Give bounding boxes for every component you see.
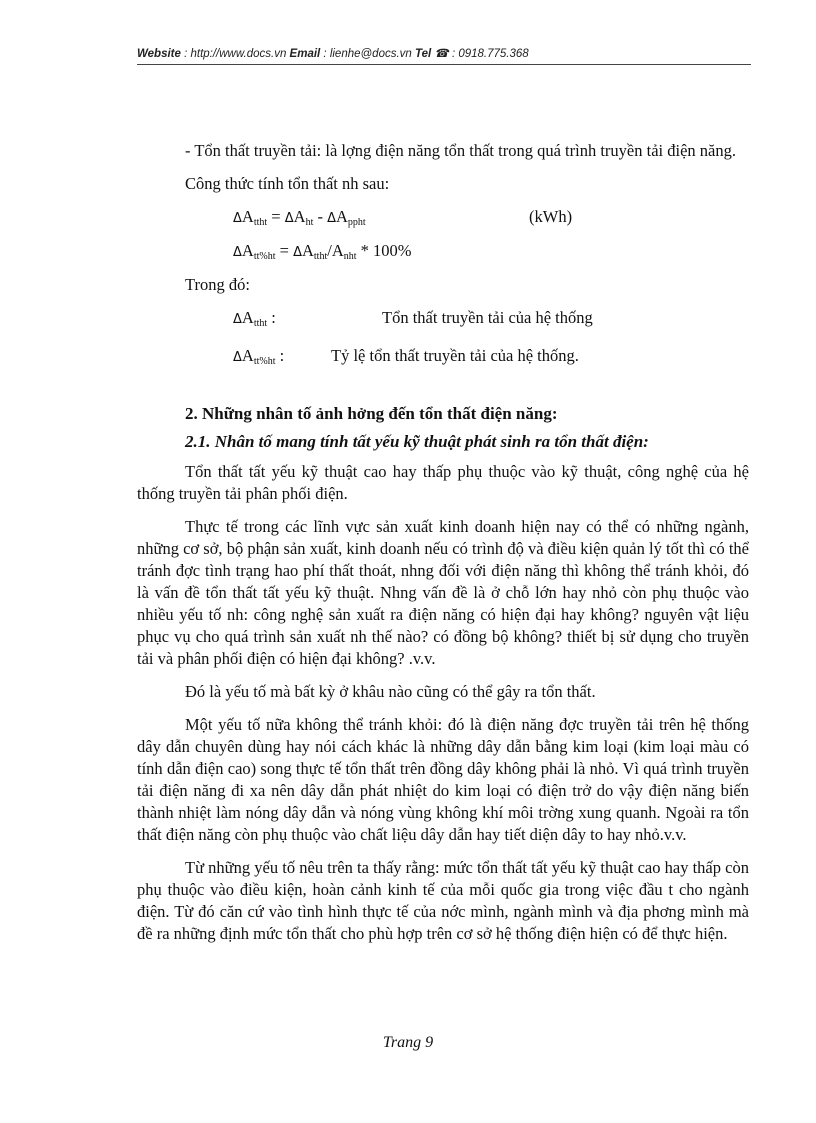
website-link[interactable]: : http://www.docs.vn bbox=[180, 48, 290, 60]
paragraph: Từ những yếu tố nêu trên ta thấy rằng: mức tổn thất tất yếu kỹ thuật cao hay thấp còn phụ thuộc vào điều kiện, hoàn cảnh kinh tế của mỗi quốc gia trong việc đầu t cho ngành điện. Từ đó căn cứ vào tình hình thực tế của nớc mình, ngành mình và địa phơng mình mà đề ra những định mức tổn thất cho phù hợp trên cơ sở hệ thống điện hiện có để thực hiện. bbox=[137, 858, 749, 943]
paragraph-where: Trong đó: bbox=[185, 275, 250, 294]
email-link[interactable]: : lienhe@docs.vn bbox=[320, 48, 416, 60]
paragraph: Thực tế trong các lĩnh vực sản xuất kinh doanh hiện nay có thể có những ngành, những cơ sở, bộ phận sản xuất, kinh doanh nếu có trình độ và điều kiện quản lý tốt thì có thể tránh đợc tình trạng hao phí thất thoát, nhng đối với điện năng thì không thể tránh khỏi, đó là vấn đề tổn thất tất yếu kỹ thuật. Nhng vấn đề là ở chỗ lớn hay nhỏ còn phụ thuộc vào nhiều yếu tố nh: công nghệ sản xuất ra điện năng có hiện đại hay không? nguyên vật liệu phục vụ cho quá trình sản xuất nh thế nào? có đồng bộ không? thiết bị sử dụng cho truyền tải và phân phối điện có hiện đại không? .v.v. bbox=[137, 517, 749, 668]
delta-symbol: Δ bbox=[233, 211, 242, 226]
email-label: Email bbox=[289, 48, 321, 60]
page-header bbox=[137, 46, 751, 60]
website-label: Website bbox=[137, 48, 181, 60]
paragraph-transmission-loss: - Tổn thất truyền tải: là lợng điện năng tổn thất trong quá trình truyền tải điện năng. bbox=[185, 141, 736, 160]
section-heading-2: 2. Những nhân tố ảnh hởng đến tổn thất điện năng: bbox=[185, 404, 558, 423]
subsection-heading-2-1: 2.1. Nhân tố mang tính tất yếu kỹ thuật phát sinh ra tổn thất điện: bbox=[185, 432, 649, 451]
tel-value: : 0918.775.368 bbox=[448, 48, 529, 60]
paragraph-formula-intro: Công thức tính tổn thất nh sau: bbox=[185, 174, 390, 193]
definition-ttht: $\Delta A_{ttht}$ : Tổn thất truyền tải của hệ thống bbox=[233, 308, 593, 329]
tel-label: Tel bbox=[415, 48, 432, 60]
paragraph: Một yếu tố nữa không thể tránh khỏi: đó là điện năng đợc truyền tải trên hệ thống dây dẫn chuyên dùng hay nói cách khác là những dây dẫn bằng kim loại (kim loại màu có tính dẫn điện cao) song thực tế tổn thất trên đồng dây không phải là nhỏ. Vì quá trình truyền tải điện năng đi xa nên dây dẫn phát nhiệt do kim loại có điện trở do vậy điện năng biến thành nhiệt làm nóng dây dẫn và nóng vùng không khí môi trờng xung quanh. Ngoài ra tổn thất điện năng còn phụ thuộc vào chất liệu dây dẫn hay tiết diện dây to hay nhỏ.v.v. bbox=[137, 715, 749, 844]
phone-icon: ☎ bbox=[434, 48, 449, 60]
header-divider bbox=[137, 64, 751, 65]
definition-text: Tổn thất truyền tải của hệ thống bbox=[382, 308, 593, 327]
definition-text: Tỷ lệ tổn thất truyền tải của hệ thống. bbox=[331, 346, 579, 365]
page-number: Trang 9 bbox=[382, 1034, 434, 1051]
paragraph: Đó là yếu tố mà bất kỳ ở khâu nào cũng có thể gây ra tổn thất. bbox=[185, 682, 596, 701]
formula-percent-loss: $\Delta A_{tt\%ht} = \Delta A_{ttht}/A_{nht} * 100\%$ bbox=[233, 241, 412, 262]
document-body bbox=[137, 140, 749, 956]
formula-absolute-loss: $\Delta A_{ttht} = \Delta A_{ht} - \Delta A_{ppht}$ (kWh) bbox=[233, 207, 573, 228]
definition-tt-percent-ht: $\Delta A_{tt\%ht}$ : Tỷ lệ tổn thất truyền tải của hệ thống. bbox=[233, 346, 579, 367]
paragraph: Tổn thất tất yếu kỹ thuật cao hay thấp phụ thuộc vào kỹ thuật, công nghệ của hệ thống truyền tải phân phối điện. bbox=[137, 462, 749, 503]
formula-unit: (kWh) bbox=[529, 207, 573, 226]
